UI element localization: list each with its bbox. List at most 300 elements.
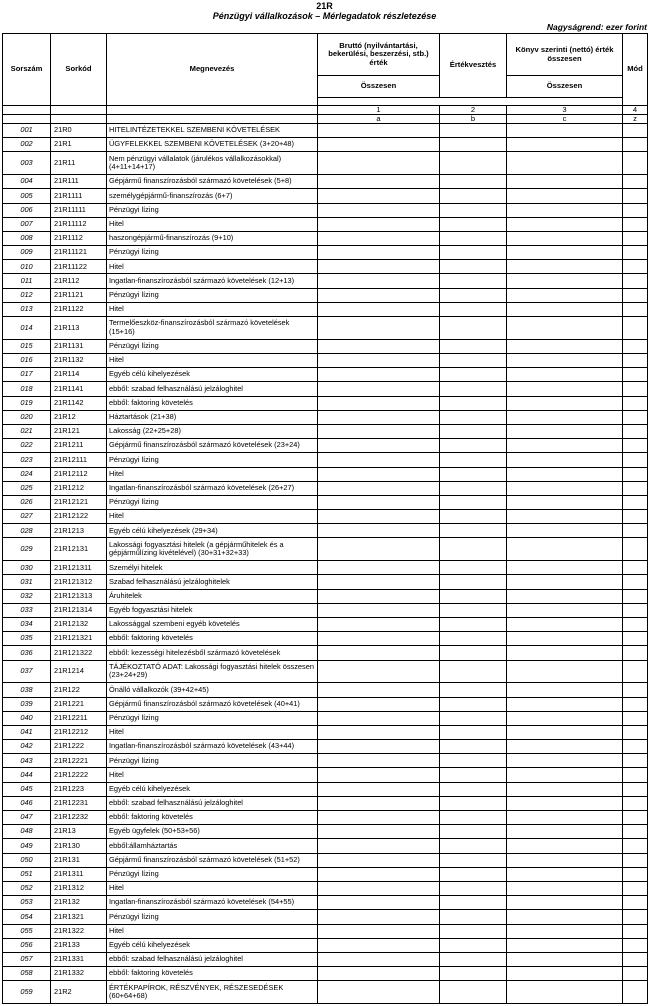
col-header-brutto: Bruttó (nyilvántartási, bekerülési, beszerzési, stb.) érték xyxy=(318,34,440,76)
row-value-mod[interactable] xyxy=(623,339,648,353)
row-name: ebből: faktoring követelés xyxy=(107,396,318,410)
row-value-ertekvesztes[interactable] xyxy=(440,424,507,438)
row-value-brutto[interactable] xyxy=(318,495,440,509)
row-value-konyv[interactable] xyxy=(507,288,623,302)
row-value-konyv[interactable] xyxy=(507,524,623,538)
row-value-ertekvesztes[interactable] xyxy=(440,410,507,424)
row-value-konyv[interactable] xyxy=(507,711,623,725)
row-number: 018 xyxy=(3,382,51,396)
row-value-konyv[interactable] xyxy=(507,683,623,697)
row-value-konyv[interactable] xyxy=(507,246,623,260)
row-value-ertekvesztes[interactable] xyxy=(440,981,507,1004)
row-value-brutto[interactable] xyxy=(318,711,440,725)
row-value-brutto[interactable] xyxy=(318,481,440,495)
row-value-brutto[interactable] xyxy=(318,274,440,288)
row-value-konyv[interactable] xyxy=(507,354,623,368)
row-value-ertekvesztes[interactable] xyxy=(440,575,507,589)
col-number-4: 4 xyxy=(623,106,648,115)
row-value-mod[interactable] xyxy=(623,396,648,410)
row-value-ertekvesztes[interactable] xyxy=(440,740,507,754)
row-name: Hitel xyxy=(107,725,318,739)
row-value-brutto[interactable] xyxy=(318,683,440,697)
row-value-ertekvesztes[interactable] xyxy=(440,231,507,245)
row-value-mod[interactable] xyxy=(623,725,648,739)
row-value-ertekvesztes[interactable] xyxy=(440,396,507,410)
row-value-brutto[interactable] xyxy=(318,589,440,603)
row-value-mod[interactable] xyxy=(623,246,648,260)
row-value-brutto[interactable] xyxy=(318,453,440,467)
row-value-konyv[interactable] xyxy=(507,368,623,382)
row-value-ertekvesztes[interactable] xyxy=(440,711,507,725)
row-value-mod[interactable] xyxy=(623,646,648,660)
row-value-mod[interactable] xyxy=(623,881,648,895)
row-number: 026 xyxy=(3,495,51,509)
row-value-brutto[interactable] xyxy=(318,302,440,316)
row-value-brutto[interactable] xyxy=(318,246,440,260)
row-name: Egyéb célú kihelyezések xyxy=(107,782,318,796)
row-value-konyv[interactable] xyxy=(507,175,623,189)
row-value-mod[interactable] xyxy=(623,524,648,538)
row-value-ertekvesztes[interactable] xyxy=(440,368,507,382)
row-value-mod[interactable] xyxy=(623,124,648,138)
row-value-konyv[interactable] xyxy=(507,510,623,524)
row-value-brutto[interactable] xyxy=(318,881,440,895)
row-name: Ingatlan-finanszírozásból származó követelések (26+27) xyxy=(107,481,318,495)
row-value-brutto[interactable] xyxy=(318,288,440,302)
row-value-brutto[interactable] xyxy=(318,575,440,589)
row-value-brutto[interactable] xyxy=(318,217,440,231)
row-value-konyv[interactable] xyxy=(507,839,623,853)
row-value-konyv[interactable] xyxy=(507,481,623,495)
row-number: 037 xyxy=(3,660,51,683)
row-value-mod[interactable] xyxy=(623,368,648,382)
row-number: 014 xyxy=(3,317,51,340)
row-value-mod[interactable] xyxy=(623,853,648,867)
row-value-ertekvesztes[interactable] xyxy=(440,938,507,952)
row-value-brutto[interactable] xyxy=(318,839,440,853)
row-value-mod[interactable] xyxy=(623,938,648,952)
row-number: 001 xyxy=(3,124,51,138)
row-value-brutto[interactable] xyxy=(318,354,440,368)
row-value-konyv[interactable] xyxy=(507,603,623,617)
row-number: 048 xyxy=(3,825,51,839)
row-name: Hitel xyxy=(107,510,318,524)
row-value-konyv[interactable] xyxy=(507,811,623,825)
row-value-ertekvesztes[interactable] xyxy=(440,853,507,867)
row-value-konyv[interactable] xyxy=(507,867,623,881)
row-value-mod[interactable] xyxy=(623,439,648,453)
row-value-mod[interactable] xyxy=(623,632,648,646)
row-value-mod[interactable] xyxy=(623,495,648,509)
row-value-ertekvesztes[interactable] xyxy=(440,138,507,152)
row-name: Lakosság (22+25+28) xyxy=(107,424,318,438)
row-value-brutto[interactable] xyxy=(318,910,440,924)
row-value-konyv[interactable] xyxy=(507,981,623,1004)
row-value-brutto[interactable] xyxy=(318,938,440,952)
row-value-brutto[interactable] xyxy=(318,697,440,711)
table-row xyxy=(3,317,648,340)
row-value-mod[interactable] xyxy=(623,260,648,274)
table-row xyxy=(3,217,648,231)
row-value-mod[interactable] xyxy=(623,740,648,754)
row-value-mod[interactable] xyxy=(623,189,648,203)
table-row xyxy=(3,575,648,589)
row-value-ertekvesztes[interactable] xyxy=(440,811,507,825)
row-value-mod[interactable] xyxy=(623,453,648,467)
table-row xyxy=(3,938,648,952)
row-name: Hitel xyxy=(107,302,318,316)
row-value-konyv[interactable] xyxy=(507,189,623,203)
row-code: 21R12221 xyxy=(51,754,107,768)
row-value-ertekvesztes[interactable] xyxy=(440,189,507,203)
row-value-konyv[interactable] xyxy=(507,617,623,631)
row-value-mod[interactable] xyxy=(623,231,648,245)
row-value-konyv[interactable] xyxy=(507,138,623,152)
row-value-brutto[interactable] xyxy=(318,203,440,217)
row-value-ertekvesztes[interactable] xyxy=(440,439,507,453)
row-value-ertekvesztes[interactable] xyxy=(440,924,507,938)
row-value-brutto[interactable] xyxy=(318,124,440,138)
row-code: 21R12231 xyxy=(51,796,107,810)
row-value-konyv[interactable] xyxy=(507,538,623,561)
row-number: 036 xyxy=(3,646,51,660)
row-value-konyv[interactable] xyxy=(507,740,623,754)
row-value-konyv[interactable] xyxy=(507,467,623,481)
row-name: Hitel xyxy=(107,768,318,782)
row-number: 054 xyxy=(3,910,51,924)
row-value-ertekvesztes[interactable] xyxy=(440,782,507,796)
table-row xyxy=(3,302,648,316)
row-value-ertekvesztes[interactable] xyxy=(440,660,507,683)
table-row xyxy=(3,368,648,382)
row-value-mod[interactable] xyxy=(623,754,648,768)
row-value-konyv[interactable] xyxy=(507,632,623,646)
row-code: 21R1311 xyxy=(51,867,107,881)
table-row xyxy=(3,152,648,175)
row-value-ertekvesztes[interactable] xyxy=(440,839,507,853)
row-value-ertekvesztes[interactable] xyxy=(440,246,507,260)
row-value-ertekvesztes[interactable] xyxy=(440,910,507,924)
row-value-mod[interactable] xyxy=(623,811,648,825)
row-value-konyv[interactable] xyxy=(507,782,623,796)
table-row xyxy=(3,175,648,189)
row-value-ertekvesztes[interactable] xyxy=(440,203,507,217)
row-value-ertekvesztes[interactable] xyxy=(440,481,507,495)
row-value-konyv[interactable] xyxy=(507,660,623,683)
row-value-konyv[interactable] xyxy=(507,589,623,603)
row-value-konyv[interactable] xyxy=(507,967,623,981)
row-value-konyv[interactable] xyxy=(507,382,623,396)
row-value-konyv[interactable] xyxy=(507,274,623,288)
row-value-mod[interactable] xyxy=(623,981,648,1004)
row-code: 21R1141 xyxy=(51,382,107,396)
row-value-mod[interactable] xyxy=(623,683,648,697)
row-value-brutto[interactable] xyxy=(318,740,440,754)
row-value-mod[interactable] xyxy=(623,410,648,424)
row-value-ertekvesztes[interactable] xyxy=(440,495,507,509)
row-value-brutto[interactable] xyxy=(318,175,440,189)
row-number: 042 xyxy=(3,740,51,754)
row-value-ertekvesztes[interactable] xyxy=(440,867,507,881)
row-value-mod[interactable] xyxy=(623,967,648,981)
row-value-brutto[interactable] xyxy=(318,782,440,796)
row-value-mod[interactable] xyxy=(623,561,648,575)
row-value-brutto[interactable] xyxy=(318,981,440,1004)
row-value-brutto[interactable] xyxy=(318,754,440,768)
row-value-konyv[interactable] xyxy=(507,453,623,467)
row-value-ertekvesztes[interactable] xyxy=(440,354,507,368)
row-value-ertekvesztes[interactable] xyxy=(440,524,507,538)
row-value-mod[interactable] xyxy=(623,354,648,368)
row-value-ertekvesztes[interactable] xyxy=(440,317,507,340)
row-value-brutto[interactable] xyxy=(318,603,440,617)
row-value-ertekvesztes[interactable] xyxy=(440,754,507,768)
row-value-brutto[interactable] xyxy=(318,867,440,881)
row-value-ertekvesztes[interactable] xyxy=(440,646,507,660)
row-value-mod[interactable] xyxy=(623,274,648,288)
row-value-mod[interactable] xyxy=(623,424,648,438)
row-value-brutto[interactable] xyxy=(318,660,440,683)
row-value-brutto[interactable] xyxy=(318,231,440,245)
row-code: 21R11122 xyxy=(51,260,107,274)
row-value-konyv[interactable] xyxy=(507,410,623,424)
row-value-ertekvesztes[interactable] xyxy=(440,561,507,575)
row-value-brutto[interactable] xyxy=(318,646,440,660)
row-value-ertekvesztes[interactable] xyxy=(440,510,507,524)
row-value-konyv[interactable] xyxy=(507,768,623,782)
row-value-brutto[interactable] xyxy=(318,260,440,274)
row-value-konyv[interactable] xyxy=(507,952,623,966)
row-value-mod[interactable] xyxy=(623,896,648,910)
row-value-ertekvesztes[interactable] xyxy=(440,952,507,966)
row-name: Egyéb fogyasztási hitelek xyxy=(107,603,318,617)
row-value-brutto[interactable] xyxy=(318,467,440,481)
row-value-mod[interactable] xyxy=(623,910,648,924)
row-code: 21R12121 xyxy=(51,495,107,509)
row-value-ertekvesztes[interactable] xyxy=(440,124,507,138)
row-value-ertekvesztes[interactable] xyxy=(440,288,507,302)
row-value-konyv[interactable] xyxy=(507,796,623,810)
row-code: 21R12232 xyxy=(51,811,107,825)
row-value-mod[interactable] xyxy=(623,825,648,839)
row-value-mod[interactable] xyxy=(623,867,648,881)
row-number: 013 xyxy=(3,302,51,316)
row-value-konyv[interactable] xyxy=(507,754,623,768)
col-header-sorszam: Sorszám xyxy=(3,34,51,106)
row-value-ertekvesztes[interactable] xyxy=(440,697,507,711)
row-value-brutto[interactable] xyxy=(318,396,440,410)
row-value-brutto[interactable] xyxy=(318,424,440,438)
row-value-brutto[interactable] xyxy=(318,510,440,524)
row-value-mod[interactable] xyxy=(623,796,648,810)
row-value-brutto[interactable] xyxy=(318,561,440,575)
row-value-ertekvesztes[interactable] xyxy=(440,453,507,467)
row-value-ertekvesztes[interactable] xyxy=(440,896,507,910)
row-value-konyv[interactable] xyxy=(507,896,623,910)
row-value-konyv[interactable] xyxy=(507,561,623,575)
row-value-konyv[interactable] xyxy=(507,646,623,660)
row-value-brutto[interactable] xyxy=(318,368,440,382)
row-value-ertekvesztes[interactable] xyxy=(440,967,507,981)
page-header xyxy=(0,0,649,21)
row-value-brutto[interactable] xyxy=(318,382,440,396)
row-value-mod[interactable] xyxy=(623,617,648,631)
table-row xyxy=(3,495,648,509)
table-row xyxy=(3,339,648,353)
row-number: 059 xyxy=(3,981,51,1004)
row-code: 21R122 xyxy=(51,683,107,697)
row-value-ertekvesztes[interactable] xyxy=(440,796,507,810)
row-value-mod[interactable] xyxy=(623,575,648,589)
row-value-konyv[interactable] xyxy=(507,697,623,711)
row-value-mod[interactable] xyxy=(623,924,648,938)
row-value-ertekvesztes[interactable] xyxy=(440,617,507,631)
row-value-brutto[interactable] xyxy=(318,189,440,203)
row-number: 052 xyxy=(3,881,51,895)
row-value-konyv[interactable] xyxy=(507,881,623,895)
row-value-konyv[interactable] xyxy=(507,495,623,509)
row-value-konyv[interactable] xyxy=(507,938,623,952)
row-name: haszongépjármű-finanszírozás (9+10) xyxy=(107,231,318,245)
row-value-mod[interactable] xyxy=(623,481,648,495)
table-row xyxy=(3,981,648,1004)
row-value-ertekvesztes[interactable] xyxy=(440,260,507,274)
row-value-mod[interactable] xyxy=(623,302,648,316)
row-value-konyv[interactable] xyxy=(507,317,623,340)
row-code: 21R12132 xyxy=(51,617,107,631)
row-name: Pénzügyi lízing xyxy=(107,246,318,260)
row-name: TÁJÉKOZTATÓ ADAT: Lakossági fogyasztási hitelek összesen (23+24+29) xyxy=(107,660,318,683)
row-value-konyv[interactable] xyxy=(507,396,623,410)
row-code: 21R12 xyxy=(51,410,107,424)
row-name: ÜGYFELEKKEL SZEMBENI KÖVETELÉSEK (3+20+48) xyxy=(107,138,318,152)
row-value-ertekvesztes[interactable] xyxy=(440,382,507,396)
row-value-ertekvesztes[interactable] xyxy=(440,683,507,697)
row-value-brutto[interactable] xyxy=(318,952,440,966)
row-value-mod[interactable] xyxy=(623,217,648,231)
row-value-mod[interactable] xyxy=(623,288,648,302)
row-name: Hitel xyxy=(107,924,318,938)
row-value-konyv[interactable] xyxy=(507,302,623,316)
row-value-mod[interactable] xyxy=(623,782,648,796)
row-value-brutto[interactable] xyxy=(318,796,440,810)
row-value-mod[interactable] xyxy=(623,660,648,683)
row-value-brutto[interactable] xyxy=(318,632,440,646)
col-header-sorkod: Sorkód xyxy=(51,34,107,106)
row-value-konyv[interactable] xyxy=(507,231,623,245)
table-row xyxy=(3,124,648,138)
row-value-brutto[interactable] xyxy=(318,725,440,739)
row-value-mod[interactable] xyxy=(623,175,648,189)
row-value-ertekvesztes[interactable] xyxy=(440,538,507,561)
row-value-brutto[interactable] xyxy=(318,825,440,839)
row-value-brutto[interactable] xyxy=(318,811,440,825)
col-header-mod: Mód xyxy=(623,34,648,106)
row-value-ertekvesztes[interactable] xyxy=(440,881,507,895)
row-value-mod[interactable] xyxy=(623,467,648,481)
row-value-konyv[interactable] xyxy=(507,203,623,217)
row-code: 21R132 xyxy=(51,896,107,910)
row-value-mod[interactable] xyxy=(623,768,648,782)
row-value-brutto[interactable] xyxy=(318,317,440,340)
row-code: 21R11112 xyxy=(51,217,107,231)
row-value-konyv[interactable] xyxy=(507,825,623,839)
row-value-ertekvesztes[interactable] xyxy=(440,603,507,617)
row-value-konyv[interactable] xyxy=(507,910,623,924)
row-value-ertekvesztes[interactable] xyxy=(440,302,507,316)
row-value-brutto[interactable] xyxy=(318,617,440,631)
row-value-brutto[interactable] xyxy=(318,768,440,782)
row-value-brutto[interactable] xyxy=(318,924,440,938)
row-value-mod[interactable] xyxy=(623,839,648,853)
row-value-konyv[interactable] xyxy=(507,725,623,739)
row-number: 025 xyxy=(3,481,51,495)
row-value-ertekvesztes[interactable] xyxy=(440,725,507,739)
row-value-brutto[interactable] xyxy=(318,339,440,353)
row-value-mod[interactable] xyxy=(623,711,648,725)
row-value-konyv[interactable] xyxy=(507,424,623,438)
row-code: 21R1213 xyxy=(51,524,107,538)
row-value-konyv[interactable] xyxy=(507,152,623,175)
row-value-konyv[interactable] xyxy=(507,339,623,353)
row-value-mod[interactable] xyxy=(623,538,648,561)
row-value-brutto[interactable] xyxy=(318,439,440,453)
row-value-ertekvesztes[interactable] xyxy=(440,768,507,782)
row-value-ertekvesztes[interactable] xyxy=(440,175,507,189)
row-value-mod[interactable] xyxy=(623,203,648,217)
row-value-brutto[interactable] xyxy=(318,524,440,538)
row-value-brutto[interactable] xyxy=(318,853,440,867)
row-value-ertekvesztes[interactable] xyxy=(440,467,507,481)
row-value-konyv[interactable] xyxy=(507,124,623,138)
row-value-mod[interactable] xyxy=(623,382,648,396)
col-number-1: 1 xyxy=(318,106,440,115)
balance-sheet-table xyxy=(2,33,648,1004)
row-number: 002 xyxy=(3,138,51,152)
table-row xyxy=(3,825,648,839)
row-value-brutto[interactable] xyxy=(318,152,440,175)
row-value-ertekvesztes[interactable] xyxy=(440,217,507,231)
row-value-mod[interactable] xyxy=(623,138,648,152)
row-value-konyv[interactable] xyxy=(507,575,623,589)
row-value-konyv[interactable] xyxy=(507,260,623,274)
row-value-konyv[interactable] xyxy=(507,217,623,231)
row-value-mod[interactable] xyxy=(623,697,648,711)
row-value-konyv[interactable] xyxy=(507,924,623,938)
row-value-mod[interactable] xyxy=(623,152,648,175)
row-value-ertekvesztes[interactable] xyxy=(440,274,507,288)
row-value-mod[interactable] xyxy=(623,952,648,966)
row-value-ertekvesztes[interactable] xyxy=(440,632,507,646)
row-value-brutto[interactable] xyxy=(318,967,440,981)
row-value-brutto[interactable] xyxy=(318,538,440,561)
row-number: 034 xyxy=(3,617,51,631)
row-value-ertekvesztes[interactable] xyxy=(440,825,507,839)
row-value-ertekvesztes[interactable] xyxy=(440,589,507,603)
row-value-konyv[interactable] xyxy=(507,853,623,867)
row-value-konyv[interactable] xyxy=(507,439,623,453)
row-value-brutto[interactable] xyxy=(318,896,440,910)
row-value-mod[interactable] xyxy=(623,510,648,524)
row-value-ertekvesztes[interactable] xyxy=(440,152,507,175)
row-value-brutto[interactable] xyxy=(318,410,440,424)
row-value-brutto[interactable] xyxy=(318,138,440,152)
row-value-mod[interactable] xyxy=(623,317,648,340)
row-value-ertekvesztes[interactable] xyxy=(440,339,507,353)
row-value-mod[interactable] xyxy=(623,603,648,617)
table-row xyxy=(3,867,648,881)
row-value-mod[interactable] xyxy=(623,589,648,603)
